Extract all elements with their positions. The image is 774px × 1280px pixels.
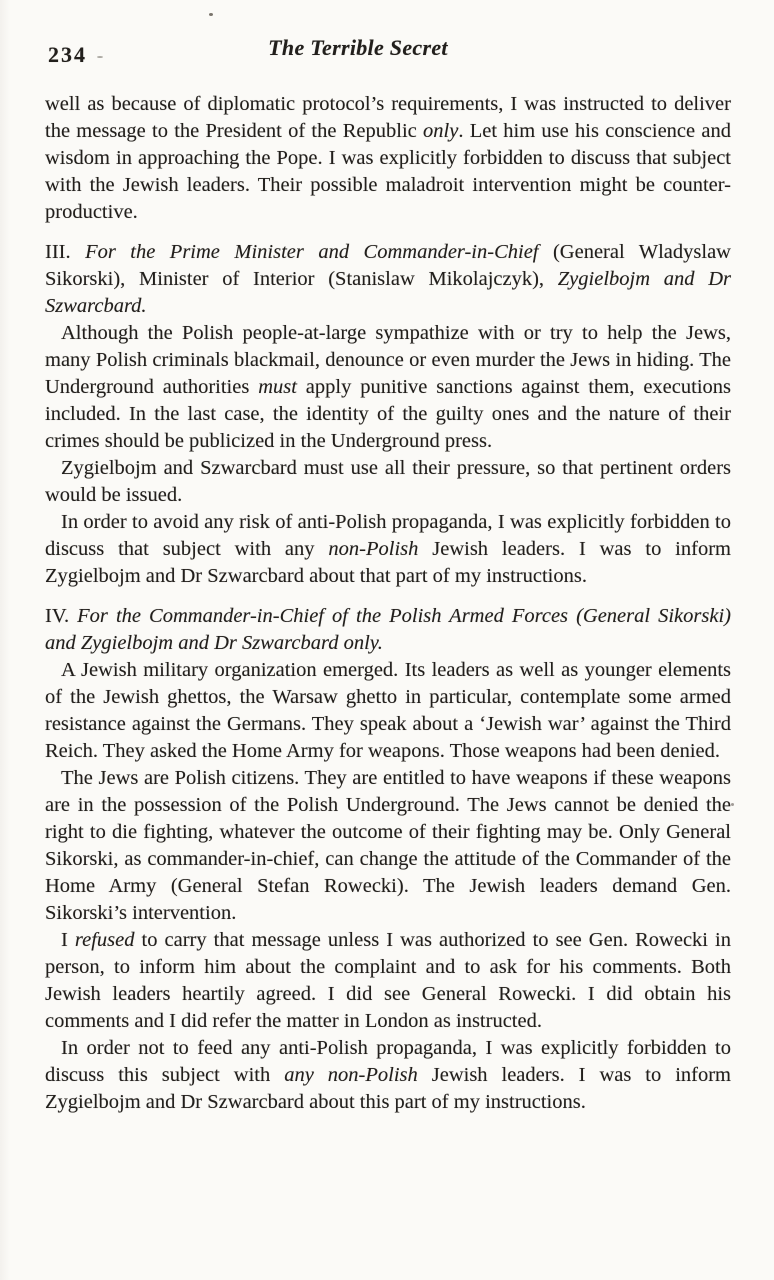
scan-speck [731, 803, 734, 806]
body-paragraph [45, 1035, 731, 1116]
text-run: The Jews are Polish citizens. They are entitled to have weapons if these weapons are in the possession of the Polish Underground. The Jews cannot be denied the right to die fighting, whatever the outcome of their fighting may be. Only General Sikorski, as commander-in-chief, can change the attitude of the Commander of the Home Army (General Stefan Rowecki). The Jewish leaders demand Gen. Sikorski’s intervention. [45, 767, 731, 924]
body-paragraph [45, 765, 731, 927]
text-run: IV. [45, 605, 78, 627]
page-body [45, 91, 731, 1116]
scan-speck [209, 13, 213, 16]
text-run: (General Wladyslaw Sikorski), Minister of Interior (Stanislaw Mikolajczyk), [45, 241, 731, 290]
body-paragraph [45, 657, 731, 765]
text-run: In order not to feed any anti-Polish propaganda, I was explicitly forbidden to discuss this subject with [45, 1037, 731, 1086]
italic-run: non-Polish [328, 538, 419, 560]
page-header [45, 34, 731, 70]
section-heading [45, 239, 731, 320]
running-title: The Terrible Secret [268, 35, 448, 60]
body-paragraph [45, 91, 731, 226]
text-run: apply punitive sanctions against them, executions included. In the last case, the identity of the guilty ones and the nature of their crimes should be publicized in the Underground press. [45, 376, 731, 452]
text-run: . Let him use his conscience and wisdom in approaching the Pope. I was explicitly forbidden to discuss that subject with the Jewish leaders. Their possible maladroit intervention might be counter-productive. [45, 120, 731, 223]
italic-run: must [258, 376, 297, 398]
italic-run: any non-Polish [284, 1064, 418, 1086]
text-run: to carry that message unless I was authorized to see Gen. Rowecki in person, to inform him about the complaint and to ask for his comments. Both Jewish leaders heartily agreed. I did see General Rowecki. I did obtain his comments and I did refer the matter in London as instructed. [45, 929, 731, 1032]
italic-run: For the Prime Minister and Commander-in-Chief [85, 241, 539, 263]
section-heading [45, 603, 731, 657]
italic-run: refused [74, 929, 135, 951]
text-run: I [61, 929, 75, 951]
text-run: well as because of diplomatic protocol’s requirements, I was instructed to deliver the message to the President of the Republic [45, 93, 731, 142]
text-run: Jewish leaders. I was to inform Zygielbojm and Dr Szwarcbard about this part of my instructions. [45, 1064, 732, 1113]
text-run: A Jewish military organization emerged. Its leaders as well as younger elements of the Jewish ghettos, the Warsaw ghetto in particular, contemplate some armed resistance against the Germans. They speak about a ‘Jewish war’ against the Third Reich. They asked the Home Army for weapons. Those weapons had been denied. [45, 659, 731, 762]
text-run: Jewish leaders. I was to inform Zygielbojm and Dr Szwarcbard about that part of my instructions. [45, 538, 731, 587]
italic-run: For the Commander-in-Chief of the Polish Armed Forces (General Sikorski) and Zygielbojm and Dr Szwarcbard only. [45, 605, 731, 654]
italic-run: only [423, 120, 459, 142]
text-run: III. [45, 241, 86, 263]
body-paragraph [45, 509, 731, 590]
italic-run: Zygielbojm and Dr Szwarcbard. [45, 268, 732, 317]
body-paragraph [45, 927, 731, 1035]
page-number: 234 [48, 42, 87, 67]
text-run: Although the Polish people-at-large sympathize with or try to help the Jews, many Polish criminals blackmail, denounce or even murder the Jews in hiding. The Underground authorities [45, 322, 731, 398]
body-paragraph [45, 320, 731, 455]
text-run: In order to avoid any risk of anti-Polish propaganda, I was explicitly forbidden to discuss that subject with any [45, 511, 731, 560]
text-run: Zygielbojm and Szwarcbard must use all their pressure, so that pertinent orders would be issued. [45, 457, 731, 506]
body-paragraph [45, 455, 731, 509]
